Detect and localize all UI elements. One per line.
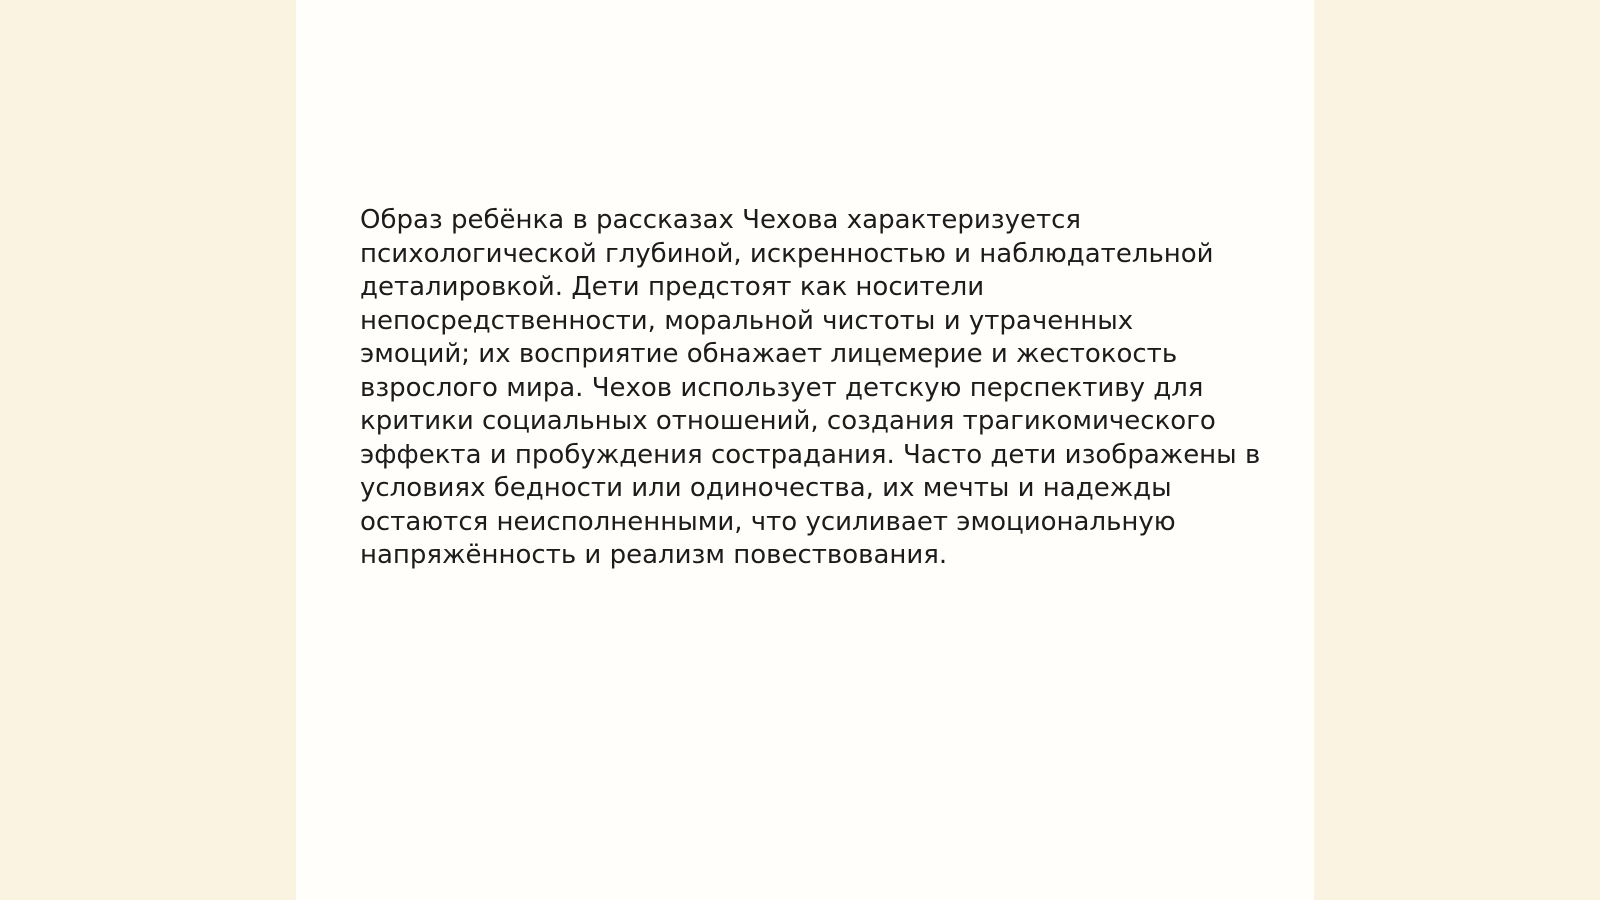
body-paragraph — [360, 204, 1260, 573]
paragraph-line: остаются неисполненными, что усиливает эмоциональную — [360, 506, 1176, 537]
paragraph-line: эффекта и пробуждения сострадания. Часто дети изображены в — [360, 439, 1261, 470]
background-left — [0, 0, 296, 900]
paragraph-line: непосредственности, моральной чистоты и утраченных — [360, 305, 1134, 336]
paragraph-line: Образ ребёнка в рассказах Чехова характеризуется — [360, 205, 1082, 235]
paragraph-line: психологической глубиной, искренностью и наблюдательной — [360, 238, 1214, 269]
paragraph-line: условиях бедности или одиночества, их мечты и надежды — [360, 473, 1172, 503]
paragraph-line: напряжённость и реализм повествования. — [360, 540, 948, 570]
paragraph-line: критики социальных отношений, создания трагикомического — [360, 406, 1216, 436]
slide-page — [296, 0, 1314, 900]
paragraph-line: взрослого мира. Чехов использует детскую перспективу для — [360, 372, 1204, 403]
paragraph-line: эмоций; их восприятие обнажает лицемерие и жестокость — [360, 339, 1178, 369]
background-right — [1314, 0, 1600, 900]
paragraph-line: деталировкой. Дети предстоят как носители — [360, 272, 985, 302]
